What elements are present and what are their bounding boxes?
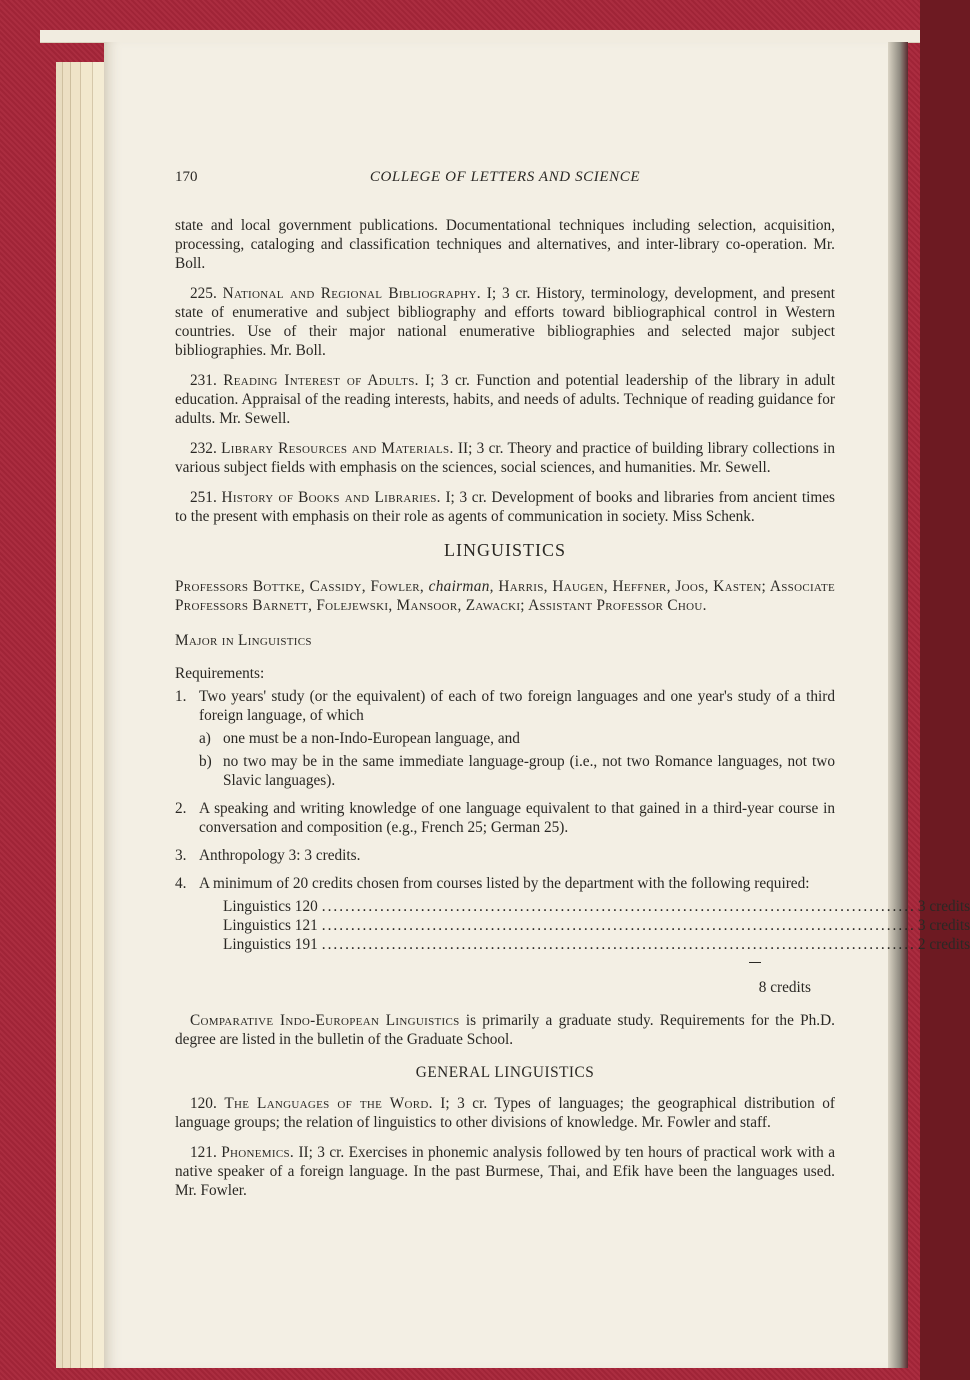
sub-requirement-letter: b) bbox=[199, 753, 212, 770]
credit-value: 3 credits bbox=[917, 917, 970, 934]
requirement-text: Anthropology 3: 3 credits. bbox=[199, 847, 361, 864]
course-title: Library Resources and Materials. bbox=[221, 440, 454, 457]
credit-value: 2 credits bbox=[917, 936, 970, 953]
requirement-text: A speaking and writing knowledge of one language equivalent to that gained in a third-year course in conversation and composition (e.g., French 25; German 25). bbox=[199, 800, 835, 836]
running-head-title: COLLEGE OF LETTERS AND SCIENCE bbox=[369, 169, 641, 185]
requirement-number: 1. bbox=[175, 688, 187, 705]
requirement-item bbox=[175, 846, 835, 865]
requirement-text: A minimum of 20 credits chosen from courses listed by the department with the following required: bbox=[199, 875, 810, 892]
comparative-text: is primarily a graduate study. Requirements for the Ph.D. degree are listed in the bulletin of the Graduate School. bbox=[175, 1012, 835, 1048]
course-number: 232. bbox=[190, 440, 217, 457]
course-number: 231. bbox=[190, 372, 217, 389]
credit-course: Linguistics 121 bbox=[223, 917, 318, 934]
section-heading-linguistics: LINGUISTICS bbox=[444, 540, 566, 560]
course-entry bbox=[175, 439, 835, 477]
section-heading-general-linguistics: GENERAL LINGUISTICS bbox=[415, 1064, 595, 1081]
course-description: I; 3 cr. Function and potential leadership of the library in adult education. Appraisal of the reading interests, habits, and needs of adults. Technique of reading guidance for adults. Mr. Sewell. bbox=[175, 372, 835, 427]
course-entry bbox=[175, 1143, 835, 1200]
page-content bbox=[175, 168, 970, 1211]
course-description: II; 3 cr. Theory and practice of building library collections in various subject fields with emphasis on the sciences, social sciences, and humanities. Mr. Sewell. bbox=[175, 440, 836, 476]
course-title: Phonemics. bbox=[221, 1144, 294, 1161]
course-title: History of Books and Libraries. bbox=[221, 489, 441, 506]
course-description: I; 3 cr. Development of books and libraries from ancient times to the present with emphasis on their role as agents of communication in society. Miss Schenk. bbox=[175, 489, 835, 525]
faculty-names-b: Harris, Haugen, Heffner, Joos, Kasten; Associate Professors Barnett, Folejewski, Mansoor, Zawacki; Assistant Professor Chou. bbox=[175, 578, 835, 614]
sub-requirement-item bbox=[199, 752, 835, 790]
course-number: 120. bbox=[190, 1095, 217, 1112]
course-number: 225. bbox=[190, 285, 217, 302]
course-title: The Languages of the Word. bbox=[224, 1095, 433, 1112]
credit-row bbox=[223, 935, 970, 954]
credits-table bbox=[223, 897, 970, 997]
course-title: Reading Interest of Adults. bbox=[223, 372, 419, 389]
course-entry bbox=[175, 371, 835, 428]
course-description: I; 3 cr. Types of languages; the geographical distribution of language groups; the relation of linguistics to other divisions of knowledge. Mr. Fowler and staff. bbox=[175, 1095, 835, 1131]
comparative-note bbox=[175, 1011, 835, 1049]
requirements-label: Requirements: bbox=[175, 665, 265, 682]
sub-requirement-letter: a) bbox=[199, 730, 211, 747]
credit-value: 3 credits bbox=[917, 898, 970, 915]
requirement-number: 4. bbox=[175, 875, 187, 892]
major-heading: Major in Linguistics bbox=[175, 632, 312, 649]
credit-course: Linguistics 120 bbox=[223, 898, 318, 915]
course-number: 121. bbox=[190, 1144, 217, 1161]
credit-row bbox=[223, 916, 970, 935]
sub-requirement-text: no two may be in the same immediate language-group (i.e., not two Romance languages, not two Slavic languages). bbox=[223, 753, 835, 789]
credit-row bbox=[223, 897, 970, 916]
course-entry bbox=[175, 284, 835, 360]
leader-dots: ...................................................................................................... bbox=[321, 917, 916, 934]
faculty-list bbox=[175, 577, 835, 615]
requirement-item bbox=[175, 799, 835, 837]
total-rule bbox=[749, 962, 761, 963]
course-description: II; 3 cr. Exercises in phonemic analysis followed by ten hours of practical work with a native speaker of a foreign language. In the past Burmese, Thai, and Efik have been the languages used. Mr. Fowler. bbox=[175, 1144, 836, 1199]
sub-requirement-item bbox=[199, 729, 835, 748]
credit-total: 8 credits bbox=[758, 979, 811, 996]
sub-requirement-text: one must be a non-Indo-European language, and bbox=[223, 730, 520, 747]
page-number: 170 bbox=[175, 169, 198, 185]
requirement-item bbox=[175, 874, 970, 997]
leader-dots: ...................................................................................................... bbox=[321, 936, 916, 953]
course-entry bbox=[175, 488, 835, 526]
requirement-text: Two years' study (or the equivalent) of each of two foreign languages and one year's study of a third foreign language, of which bbox=[199, 688, 835, 724]
running-head bbox=[175, 168, 835, 192]
requirement-number: 2. bbox=[175, 800, 187, 817]
faculty-names-a: Professors Bottke, Cassidy, Fowler, bbox=[175, 578, 429, 595]
page-stack-edges bbox=[56, 62, 106, 1368]
requirement-item bbox=[175, 687, 835, 790]
course-entry bbox=[175, 1094, 835, 1132]
credit-course: Linguistics 191 bbox=[223, 936, 318, 953]
comparative-title: Comparative Indo-European Linguistics bbox=[190, 1012, 460, 1029]
book-gutter bbox=[888, 42, 908, 1368]
course-description: I; 3 cr. History, terminology, development, and present state of enumerative and subject bibliography and efforts toward bibliographical control in Western countries. Use of their major national enumerative bibliographies and selected major subject bibliographies. Mr. Boll. bbox=[175, 285, 836, 359]
requirement-number: 3. bbox=[175, 847, 187, 864]
course-number: 251. bbox=[190, 489, 217, 506]
course-title: National and Regional Bibliography. bbox=[222, 285, 481, 302]
leader-dots: ...................................................................................................... bbox=[321, 898, 916, 915]
faculty-chair-note: chairman, bbox=[428, 578, 494, 595]
intro-paragraph: state and local government publications. Documentational techniques including selection, acquisition, processing, cataloging and classification techniques and alternatives, and inter-library co-operation. Mr. Boll. bbox=[175, 217, 835, 272]
credit-total-block bbox=[223, 954, 811, 978]
